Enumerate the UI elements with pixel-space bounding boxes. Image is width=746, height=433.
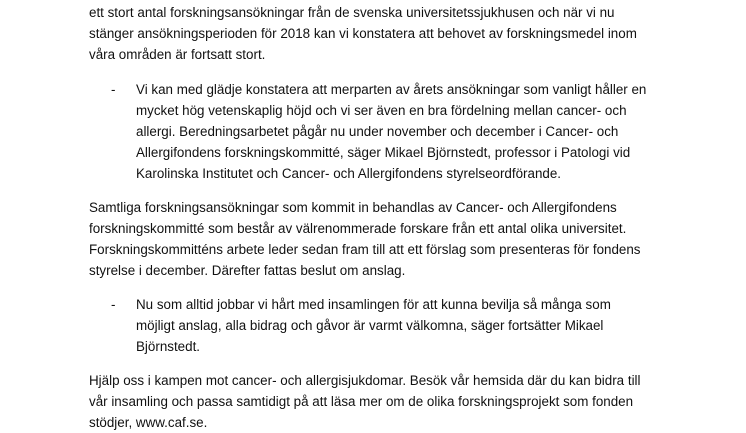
text-line: vår insamling och passa samtidigt på att läsa mer om de olika forskningsprojekt som fonden [89,394,634,409]
paragraph-intro [89,2,729,65]
paragraph-committee [89,197,729,281]
text-line: stänger ansökningsperioden för 2018 kan vi konstatera att behovet av forskningsmedel inom [89,26,637,41]
text-line: Hjälp oss i kampen mot cancer- och allergisjukdomar. Besök vår hemsida där du kan bidra till [89,373,641,388]
text-line: Nu som alltid jobbar vi hårt med insamlingen för att kunna bevilja så många som [136,297,611,312]
text-line: ett stort antal forskningsansökningar från de svenska universitetssjukhusen och när vi nu [89,5,615,20]
text-line: forskningskommitté som består av välrenommerade forskare från ett antal olika universitet. [89,221,627,236]
text-line: stödjer, www.caf.se. [89,415,208,430]
text-line: Björnstedt. [136,339,201,354]
text-line: allergi. Beredningsarbetet pågår nu under november och december i Cancer- och [136,124,619,139]
text-line: Vi kan med glädje konstatera att merparten av årets ansökningar som vanligt håller en [136,82,647,97]
quote-text [136,294,736,357]
bullet-dash: - [111,297,116,312]
paragraph-call-to-action [89,370,729,433]
text-line: Samtliga forskningsansökningar som kommit in behandlas av Cancer- och Allergifondens [89,200,617,215]
text-line: möjligt anslag, alla bidrag och gåvor är varmt välkomna, säger fortsätter Mikael [136,318,604,333]
text-line: Allergifondens forskningskommitté, säger Mikael Björnstedt, professor i Patologi vid [136,145,631,160]
text-line: styrelse i december. Därefter fattas beslut om anslag. [89,263,406,278]
text-line: våra områden är fortsatt stort. [89,47,266,62]
text-line: Forskningskommitténs arbete leder sedan fram till att ett förslag som presenteras för fondens [89,242,641,257]
bullet-dash: - [111,82,116,97]
quote-text [136,79,736,184]
text-line: Karolinska Institutet och Cancer- och Allergifondens styrelseordförande. [136,166,562,181]
text-line: mycket hög vetenskaplig höjd och vi ser även en bra fördelning mellan cancer- och [136,103,627,118]
